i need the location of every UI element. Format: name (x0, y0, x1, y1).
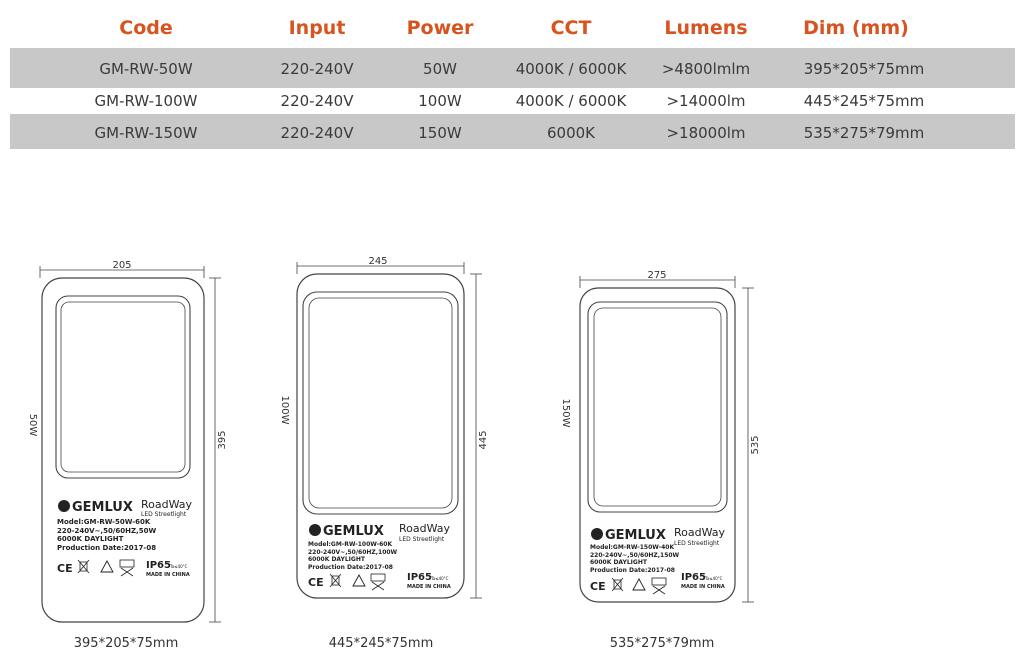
height-label: 535 (750, 435, 761, 455)
fixture-symbol-icon (120, 560, 134, 576)
brand-name: GEMLUX (605, 528, 666, 543)
width-label: 205 (112, 260, 132, 271)
brand-name: GEMLUX (323, 524, 384, 539)
weee-bin-icon (612, 578, 623, 591)
ce-mark-icon: CE (308, 576, 324, 589)
gemlux-logo-icon (58, 500, 70, 512)
ip-rating: IP65 (407, 572, 432, 583)
cell-lumens: >14000lm (666, 92, 746, 110)
height-label: 445 (478, 430, 489, 450)
fixture-symbol-icon (652, 578, 666, 594)
cell-input: 220-240V (280, 92, 354, 110)
caption-50w: 395*205*75mm (73, 636, 179, 651)
header-dim: Dim (mm) (803, 17, 909, 39)
height-label: 395 (217, 430, 228, 450)
rating-line: 220-240V~,50/60HZ,150W (590, 552, 680, 559)
ambient-temp: Ta≤40°C (170, 564, 188, 569)
cell-code: GM-RW-50W (99, 60, 193, 78)
product-subtitle: LED Streetlight (141, 511, 187, 518)
cct-line: 6000K DAYLIGHT (57, 535, 124, 543)
product-label (308, 522, 451, 590)
ip-rating: IP65 (681, 572, 706, 583)
power-label: 50W (27, 413, 38, 437)
lens-inner (61, 302, 185, 472)
header-cct: CCT (550, 17, 592, 39)
cell-lumens: >4800lmlm (661, 60, 751, 78)
ambient-temp: Ta≤40°C (431, 576, 449, 581)
caption-150w: 535*275*79mm (609, 636, 715, 651)
cell-cct: 4000K / 6000K (515, 92, 627, 110)
product-label (590, 526, 726, 594)
cell-dim: 445*245*75mm (803, 92, 925, 110)
gemlux-logo-icon (591, 528, 603, 540)
date-line: Production Date:2017-08 (57, 544, 157, 552)
cell-dim: 535*275*79mm (803, 124, 925, 142)
product-name: RoadWay (674, 526, 726, 539)
model-line: Model:GM-RW-50W-60K (57, 518, 151, 526)
rating-line: 220-240V~,50/60HZ,50W (57, 527, 157, 535)
cell-power: 50W (423, 60, 457, 78)
cell-cct: 6000K (546, 124, 596, 142)
cell-lumens: >18000lm (666, 124, 746, 142)
product-name: RoadWay (141, 498, 193, 511)
gemlux-logo-icon (309, 524, 321, 536)
weee-bin-icon (78, 560, 89, 573)
cell-dim: 395*205*75mm (803, 60, 925, 78)
made-in: MADE IN CHINA (146, 572, 190, 578)
warning-triangle-icon (101, 561, 113, 572)
product-name: RoadWay (399, 522, 451, 535)
date-line: Production Date:2017-08 (590, 567, 675, 574)
width-label: 275 (647, 270, 667, 281)
cell-input: 220-240V (280, 124, 354, 142)
lens-inner (594, 308, 721, 506)
header-lumens: Lumens (664, 17, 748, 39)
cct-line: 6000K DAYLIGHT (308, 556, 365, 563)
caption-100w: 445*245*75mm (328, 636, 434, 651)
ce-mark-icon: CE (590, 580, 606, 593)
lens-outline (588, 302, 727, 512)
fixture-symbol-icon (371, 574, 385, 590)
brand-name: GEMLUX (72, 500, 133, 515)
date-line: Production Date:2017-08 (308, 564, 393, 571)
product-label (57, 498, 193, 578)
cell-power: 150W (418, 124, 462, 142)
cell-cct: 4000K / 6000K (515, 60, 627, 78)
product-subtitle: LED Streetlight (399, 536, 445, 543)
header-input: Input (288, 17, 346, 39)
lens-outline (303, 292, 458, 514)
power-label: 150W (560, 398, 571, 428)
cct-line: 6000K DAYLIGHT (590, 559, 647, 566)
ce-mark-icon: CE (57, 562, 73, 575)
model-line: Model:GM-RW-150W-40K (590, 544, 675, 551)
cell-input: 220-240V (280, 60, 354, 78)
model-line: Model:GM-RW-100W-60K (308, 541, 393, 548)
made-in: MADE IN CHINA (681, 584, 725, 590)
rating-line: 220-240V~,50/60HZ,100W (308, 549, 398, 556)
power-label: 100W (279, 395, 290, 425)
cell-power: 100W (418, 92, 462, 110)
header-power: Power (406, 17, 474, 39)
lens-outline (56, 296, 190, 478)
product-subtitle: LED Streetlight (674, 540, 720, 547)
cell-code: GM-RW-100W (94, 92, 198, 110)
warning-triangle-icon (633, 579, 645, 590)
cell-code: GM-RW-150W (94, 124, 198, 142)
warning-triangle-icon (353, 575, 365, 586)
lens-inner (309, 298, 452, 508)
ambient-temp: Ta≤40°C (705, 576, 723, 581)
weee-bin-icon (330, 574, 341, 587)
width-label: 245 (368, 256, 388, 267)
header-code: Code (119, 17, 173, 39)
ip-rating: IP65 (146, 560, 171, 571)
made-in: MADE IN CHINA (407, 584, 451, 590)
